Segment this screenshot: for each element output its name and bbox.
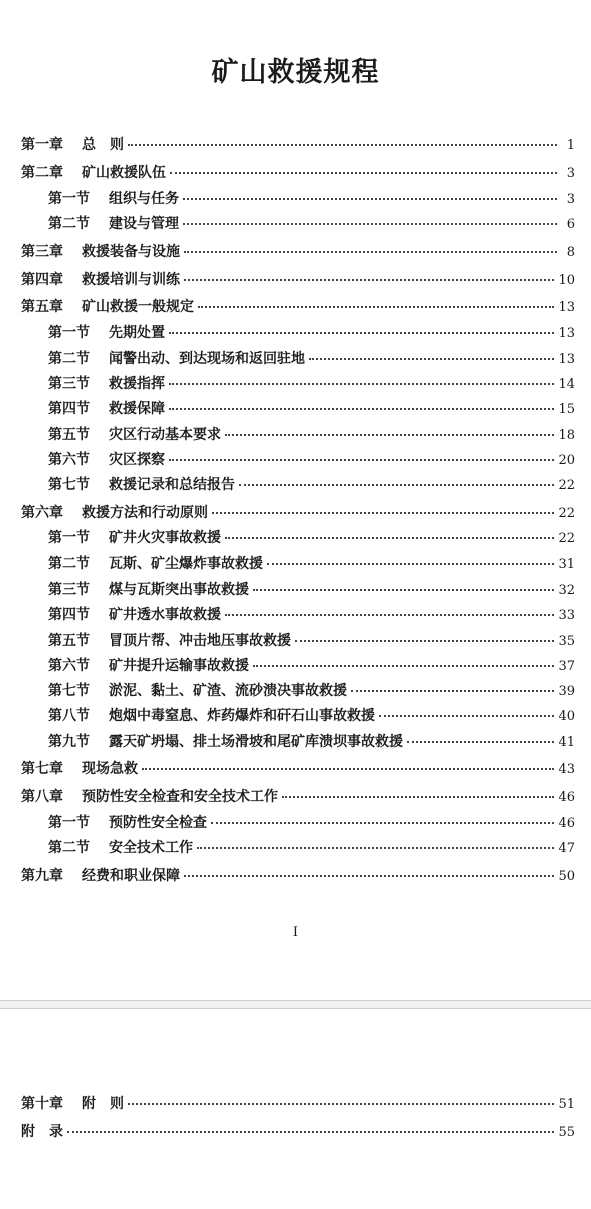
toc-entry[interactable]	[21, 134, 575, 156]
toc-entry-number: 第二节	[48, 351, 90, 367]
toc-entry-title: 淤泥、黏土、矿渣、流砂溃决事故救援	[109, 683, 347, 699]
toc-entry-title: 救援方法和行动原则	[82, 505, 208, 521]
toc-entry-number: 第九章	[21, 868, 63, 884]
toc-entry[interactable]	[21, 269, 575, 291]
dot-leader	[170, 172, 557, 174]
toc-entry-number: 第三节	[48, 582, 90, 598]
toc-entry-title: 闻警出动、到达现场和返回驻地	[109, 351, 305, 367]
toc-entry-page: 8	[566, 245, 575, 260]
toc-entry[interactable]	[48, 812, 575, 834]
toc-entry-page: 55	[558, 1125, 575, 1140]
toc-entry-label	[48, 655, 249, 675]
dot-leader	[309, 358, 554, 360]
toc-entry-number: 第五章	[21, 299, 63, 315]
toc-entry-label	[48, 398, 165, 418]
toc-entry-label	[48, 348, 305, 368]
toc-entry-number: 第一章	[21, 137, 63, 153]
toc-entry[interactable]	[21, 502, 575, 524]
toc-entry-number: 第三节	[48, 376, 90, 392]
toc-entry-title: 附 则	[82, 1096, 124, 1112]
toc-entry-page: 6	[566, 217, 575, 232]
dot-leader	[267, 563, 554, 565]
dot-leader	[212, 512, 554, 514]
toc-entry-label	[21, 865, 180, 885]
toc-entry-label	[21, 786, 278, 806]
toc-entry-label	[48, 705, 375, 725]
toc-entry-title: 救援记录和总结报告	[109, 477, 235, 493]
document-page-2	[0, 1009, 591, 1209]
toc-entry-number: 第二章	[21, 165, 63, 181]
toc-entry-title: 灾区探察	[109, 452, 165, 468]
toc-entry-title: 矿井提升运输事故救援	[109, 658, 249, 674]
dot-leader	[239, 484, 554, 486]
toc-entry-label	[48, 604, 221, 624]
toc-entry[interactable]	[48, 373, 575, 395]
toc-entry-page: 18	[558, 428, 575, 443]
dot-leader	[225, 537, 554, 539]
dot-leader	[225, 434, 554, 436]
toc-entry-page: 41	[558, 735, 575, 750]
toc-entry-title: 救援指挥	[109, 376, 165, 392]
toc-entry-number: 第四章	[21, 272, 63, 288]
toc-entry[interactable]	[48, 348, 575, 370]
toc-entry[interactable]	[48, 604, 575, 626]
toc-entry-label	[48, 424, 221, 444]
toc-entry-label	[48, 837, 193, 857]
toc-entry[interactable]	[48, 449, 575, 471]
toc-entry-title: 现场急救	[82, 761, 138, 777]
toc-entry-title: 安全技术工作	[109, 840, 193, 856]
toc-entry-page: 1	[566, 138, 575, 153]
toc-entry[interactable]	[21, 758, 575, 780]
toc-entry-label	[48, 322, 165, 342]
toc-entry[interactable]	[21, 865, 575, 887]
toc-entry-number: 第九节	[48, 734, 90, 750]
toc-entry-title: 炮烟中毒窒息、炸药爆炸和矸石山事故救援	[109, 708, 375, 724]
dot-leader	[169, 459, 554, 461]
dot-leader	[295, 640, 554, 642]
toc-entry-title: 灾区行动基本要求	[109, 427, 221, 443]
toc-entry-page: 46	[558, 816, 575, 831]
dot-leader	[128, 1103, 554, 1105]
dot-leader	[169, 332, 554, 334]
toc-entry-number: 第六节	[48, 658, 90, 674]
toc-entry[interactable]	[21, 296, 575, 318]
toc-entry-number: 第四节	[48, 607, 90, 623]
toc-entry-title: 矿山救援队伍	[82, 165, 166, 181]
toc-entry[interactable]	[21, 1093, 575, 1115]
toc-entry-label	[21, 502, 208, 522]
toc-entry[interactable]	[48, 527, 575, 549]
toc-entry-number: 第一节	[48, 191, 90, 207]
toc-entry[interactable]	[48, 655, 575, 677]
toc-entry-label	[48, 579, 249, 599]
toc-entry-title: 救援装备与设施	[82, 244, 180, 260]
dot-leader	[184, 251, 557, 253]
dot-leader	[197, 847, 554, 849]
toc-entry-title: 冒顶片帮、冲击地压事故救援	[109, 633, 291, 649]
toc-entry-page: 22	[558, 506, 575, 521]
toc-entry-title: 预防性安全检查和安全技术工作	[82, 789, 278, 805]
dot-leader	[407, 741, 554, 743]
toc-entry-number: 第七章	[21, 761, 63, 777]
dot-leader	[184, 279, 554, 281]
toc-entry-label	[21, 269, 180, 289]
toc-entry-page: 50	[558, 869, 575, 884]
toc-entry-page: 31	[558, 557, 575, 572]
toc-entry-page: 40	[558, 709, 575, 724]
toc-entry-label	[48, 373, 165, 393]
toc-entry-label	[21, 1093, 124, 1113]
toc-entry-label	[48, 630, 291, 650]
toc-entry-label	[48, 474, 235, 494]
dot-leader	[67, 1131, 554, 1133]
toc-entry-label	[48, 680, 347, 700]
toc-entry-page: 15	[558, 402, 575, 417]
dot-leader	[211, 822, 554, 824]
toc-entry-label	[48, 553, 263, 573]
toc-entry-page: 39	[558, 684, 575, 699]
dot-leader	[183, 223, 557, 225]
toc-entry[interactable]	[48, 188, 575, 210]
toc-entry[interactable]	[48, 630, 575, 652]
toc-entry-page: 13	[558, 326, 575, 341]
toc-entry-label	[21, 758, 138, 778]
toc-entry-title: 煤与瓦斯突出事故救援	[109, 582, 249, 598]
toc-entry-number: 第一节	[48, 325, 90, 341]
toc-entry[interactable]	[48, 213, 575, 235]
toc-entry-number: 第二节	[48, 840, 90, 856]
toc-entry-title: 矿井火灾事故救援	[109, 530, 221, 546]
toc-entry-page: 22	[558, 531, 575, 546]
toc-entry-title: 矿井透水事故救援	[109, 607, 221, 623]
toc-entry[interactable]	[21, 1121, 575, 1143]
toc-entry-label	[21, 1121, 63, 1141]
toc-entry[interactable]	[48, 553, 575, 575]
toc-entry[interactable]	[48, 398, 575, 420]
toc-entry[interactable]	[21, 241, 575, 263]
toc-entry-page: 43	[558, 762, 575, 777]
toc-entry-page: 22	[558, 478, 575, 493]
toc-entry-label	[21, 241, 180, 261]
toc-entry-page: 46	[558, 790, 575, 805]
dot-leader	[253, 665, 554, 667]
toc-entry-label	[48, 731, 403, 751]
page-separator	[0, 1000, 591, 1009]
toc-entry-page: 47	[558, 841, 575, 856]
toc-entry-title: 瓦斯、矿尘爆炸事故救援	[109, 556, 263, 572]
dot-leader	[351, 690, 554, 692]
toc-entry-page: 13	[558, 300, 575, 315]
dot-leader	[379, 715, 554, 717]
dot-leader	[184, 875, 554, 877]
toc-entry-label	[48, 527, 221, 547]
toc-entry-label	[48, 213, 179, 233]
toc-entry-number: 第六节	[48, 452, 90, 468]
toc-entry-number: 第五节	[48, 427, 90, 443]
toc-entry-title: 预防性安全检查	[109, 815, 207, 831]
dot-leader	[253, 589, 554, 591]
dot-leader	[169, 383, 554, 385]
toc-entry-number: 附 录	[21, 1124, 63, 1140]
toc-entry-title: 露天矿坍塌、排土场滑坡和尾矿库溃坝事故救援	[109, 734, 403, 750]
toc-entry-number: 第八章	[21, 789, 63, 805]
toc-entry-number: 第二节	[48, 216, 90, 232]
dot-leader	[183, 198, 557, 200]
toc-entry-title: 矿山救援一般规定	[82, 299, 194, 315]
toc-entry-title: 救援保障	[109, 401, 165, 417]
toc-entry-title: 救援培训与训练	[82, 272, 180, 288]
toc-entry-label	[48, 812, 207, 832]
toc-entry-title: 总 则	[82, 137, 124, 153]
toc-entry-label	[48, 449, 165, 469]
toc-entry[interactable]	[48, 680, 575, 702]
toc-entry-page: 32	[558, 583, 575, 598]
toc-entry-title: 建设与管理	[109, 216, 179, 232]
toc-entry-page: 10	[558, 273, 575, 288]
dot-leader	[128, 144, 557, 146]
toc-entry-title: 组织与任务	[109, 191, 179, 207]
toc-entry-page: 14	[558, 377, 575, 392]
toc-entry-page: 13	[558, 352, 575, 367]
toc-entry[interactable]	[48, 474, 575, 496]
toc-entry-number: 第四节	[48, 401, 90, 417]
toc-entry[interactable]	[48, 579, 575, 601]
toc-entry-number: 第六章	[21, 505, 63, 521]
toc-entry[interactable]	[48, 837, 575, 859]
document-title: 矿山救援规程	[211, 57, 380, 88]
toc-entry-label	[21, 162, 166, 182]
toc-entry-number: 第一节	[48, 815, 90, 831]
toc-entry-title: 经费和职业保障	[82, 868, 180, 884]
toc-entry-title: 先期处置	[109, 325, 165, 341]
toc-entry-number: 第十章	[21, 1096, 63, 1112]
toc-entry-page: 20	[558, 453, 575, 468]
toc-entry[interactable]	[21, 786, 575, 808]
toc-entry[interactable]	[21, 162, 575, 184]
toc-entry-number: 第七节	[48, 477, 90, 493]
page-number: I	[292, 925, 299, 940]
toc-entry-label	[21, 134, 124, 154]
toc-entry-number: 第二节	[48, 556, 90, 572]
toc-entry-number: 第七节	[48, 683, 90, 699]
toc-entry-page: 37	[558, 659, 575, 674]
toc-entry-page: 33	[558, 608, 575, 623]
toc-entry-number: 第一节	[48, 530, 90, 546]
toc-entry-page: 3	[566, 166, 575, 181]
toc-entry-number: 第五节	[48, 633, 90, 649]
toc-entry[interactable]	[48, 731, 575, 753]
dot-leader	[142, 768, 554, 770]
toc-entry-label	[21, 296, 194, 316]
dot-leader	[169, 408, 554, 410]
toc-entry-page: 35	[558, 634, 575, 649]
dot-leader	[282, 796, 554, 798]
dot-leader	[225, 614, 554, 616]
toc-entry-label	[48, 188, 179, 208]
toc-entry[interactable]	[48, 705, 575, 727]
dot-leader	[198, 306, 554, 308]
toc-entry-page: 51	[558, 1097, 575, 1112]
toc-entry-number: 第三章	[21, 244, 63, 260]
toc-entry-page: 3	[566, 192, 575, 207]
toc-entry[interactable]	[48, 424, 575, 446]
toc-entry-number: 第八节	[48, 708, 90, 724]
toc-entry[interactable]	[48, 322, 575, 344]
